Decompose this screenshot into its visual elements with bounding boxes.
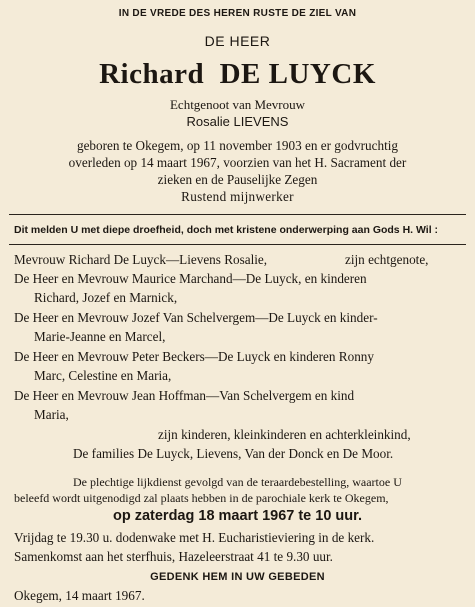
family-line: De Heer en Mevrouw Jozef Van Schelvergem—De Luyck en kinder- (14, 310, 378, 325)
family-line: De families De Luyck, Lievens, Van der Donck en De Moor. (73, 446, 394, 461)
place-date: Okegem, 14 maart 1967. (14, 588, 145, 603)
spouse-name: Rosalie LIEVENS (186, 114, 289, 129)
bio-line: zieken en de Pauselijke Zegen (157, 172, 318, 187)
family-line: Marie-Jeanne en Marcel, (34, 329, 166, 344)
vigil-line: Vrijdag te 19.30 u. dodenwake met H. Eucharistieviering in de kerk. (14, 530, 375, 545)
occupation: Rustend mijnwerker (181, 189, 294, 204)
family-line: De Heer en Mevrouw Peter Beckers—De Luyck en kinderen Ronny (14, 349, 374, 364)
family-line: Richard, Jozef en Marnick, (34, 290, 178, 305)
divider-bottom (9, 244, 466, 245)
deceased-first-name: Richard (99, 58, 205, 90)
deceased-last-name: DE LUYCK (219, 58, 376, 90)
family-line: Maria, (34, 407, 69, 422)
announcement: Dit melden U met diepe droefheid, doch met kristene onderwerping aan Gods H. Wil : (14, 224, 439, 236)
service-date: op zaterdag 18 maart 1967 te 10 uur. (112, 508, 363, 524)
family-line: Marc, Celestine en Maria, (34, 368, 172, 383)
bio-line: overleden op 14 maart 1967, voorzien van het H. Sacrament der (68, 155, 407, 170)
bio-line: geboren te Okegem, op 11 november 1903 en er godvruchtig (76, 138, 399, 153)
remember-line: GEDENK HEM IN UW GEBEDEN (150, 571, 325, 583)
family-line: De Heer en Mevrouw Maurice Marchand—De Luyck, en kinderen (14, 271, 367, 286)
family-line: Mevrouw Richard De Luyck—Lievens Rosalie, (14, 252, 268, 267)
service-line: De plechtige lijkdienst gevolgd van de teraardebestelling, waartoe U (73, 475, 402, 489)
intro-line: IN DE VREDE DES HEREN RUSTE DE ZIEL VAN (118, 8, 357, 19)
title-de-heer: DE HEER (204, 33, 271, 49)
spouse-intro: Echtgenoot van Mevrouw (169, 97, 306, 112)
deceased-name (0, 58, 475, 91)
family-line: zijn kinderen, kleinkinderen en achterkleinkind, (158, 427, 411, 442)
divider-top (9, 214, 466, 215)
gathering-line: Samenkomst aan het sterfhuis, Hazeleerstraat 41 te 9.30 uur. (14, 549, 333, 564)
family-line-relation: zijn echtgenote, (345, 252, 429, 267)
family-line: De Heer en Mevrouw Jean Hoffman—Van Schelvergem en kind (14, 388, 355, 403)
service-line: beleefd wordt uitgenodigd zal plaats hebben in de parochiale kerk te Okegem, (14, 491, 389, 505)
